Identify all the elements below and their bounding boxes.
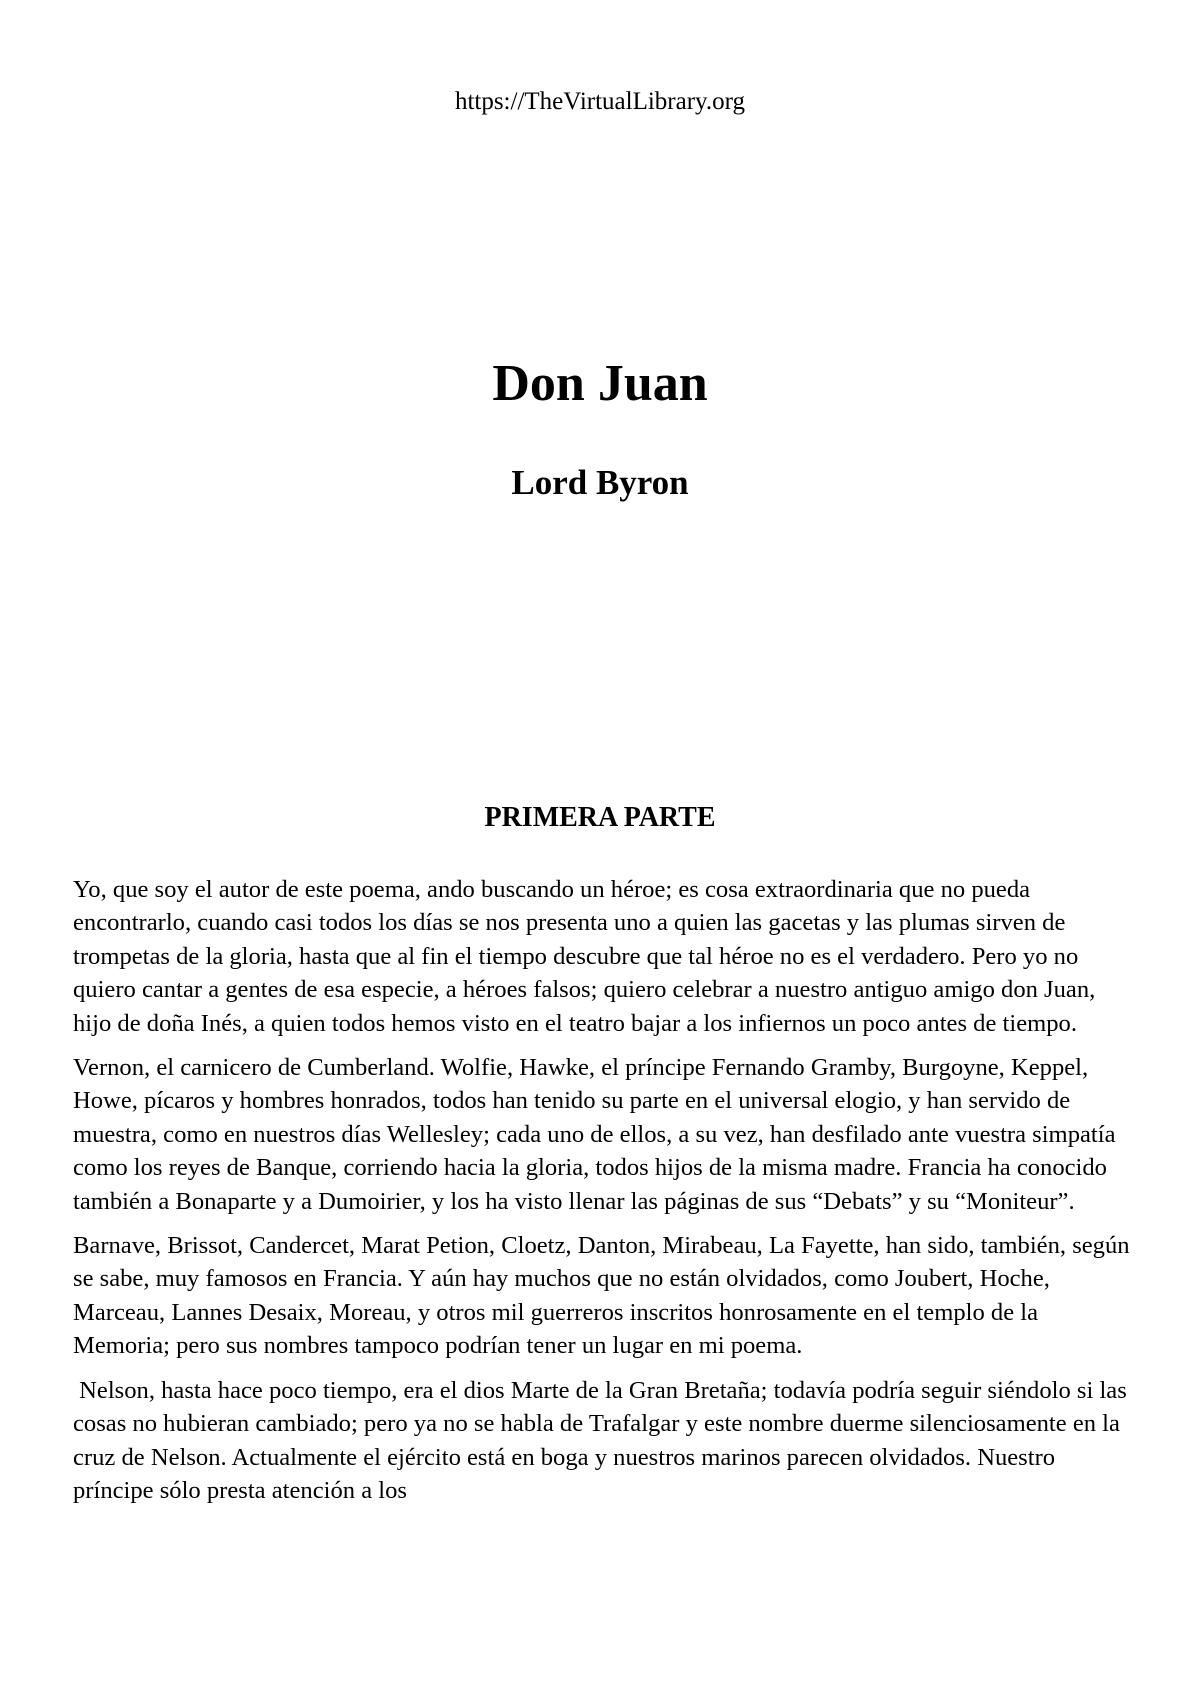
book-title: Don Juan xyxy=(492,355,708,412)
paragraph-4: Nelson, hasta hace poco tiempo, era el dios Marte de la Gran Bretaña; todavía podría seguir siéndolo si las cosas no hubieran cambiado; pero ya no se habla de Trafalgar y este nombre duerme silenciosamente en la cruz de Nelson. Actualmente el ejército está en boga y nuestros marinos parecen olvidados. Nuestro príncipe sólo presta atención a los xyxy=(73,1376,1133,1504)
paragraph-3: Barnave, Brissot, Candercet, Marat Petion, Cloetz, Danton, Mirabeau, La Fayette, han sido, también, según se sabe, muy famosos en Francia. Y aún hay muchos que no están olvidados, como Joubert, Hoche, Marceau, Lannes Desaix, Moreau, y otros mil guerreros inscritos honrosamente en el templo de la Memoria; pero sus nombres tampoco podrían tener un lugar en mi poema. xyxy=(73,1232,1130,1360)
paragraph-1: Yo, que soy el autor de este poema, ando buscando un héroe; es cosa extraordinaria que no pueda encontrarlo, cuando casi todos los días se nos presenta uno a quien las gacetas y las plumas sirven de trompetas de la gloria, hasta que al fin el tiempo descubre que tal héroe no es el verdadero. Pero yo no quiero cantar a gentes de esa especie, a héroes falsos; quiero celebrar a nuestro antiguo amigo don Juan, hijo de doña Inés, a quien todos hemos visto en el teatro bajar a los infiernos un poco antes de tiempo. xyxy=(73,876,1096,1037)
header-url: https://TheVirtualLibrary.org xyxy=(454,88,746,115)
book-author: Lord Byron xyxy=(511,463,689,502)
paragraph-2: Vernon, el carnicero de Cumberland. Wolfie, Hawke, el príncipe Fernando Gramby, Burgoyne, Keppel, Howe, pícaros y hombres honrados, todos han tenido su parte en el universal elogio, y han servido de muestra, como en nuestros días Wellesley; cada uno de ellos, a su vez, han desfilado ante vuestra simpatía como los reyes de Banque, corriendo hacia la gloria, todos hijos de la misma madre. Francia ha conocido también a Bonaparte y a Dumoirier, y los ha visto llenar las páginas de sus “Debats” y su “Moniteur”. xyxy=(73,1054,1116,1215)
section-heading: PRIMERA PARTE xyxy=(484,802,716,833)
body-text xyxy=(73,873,1138,1518)
